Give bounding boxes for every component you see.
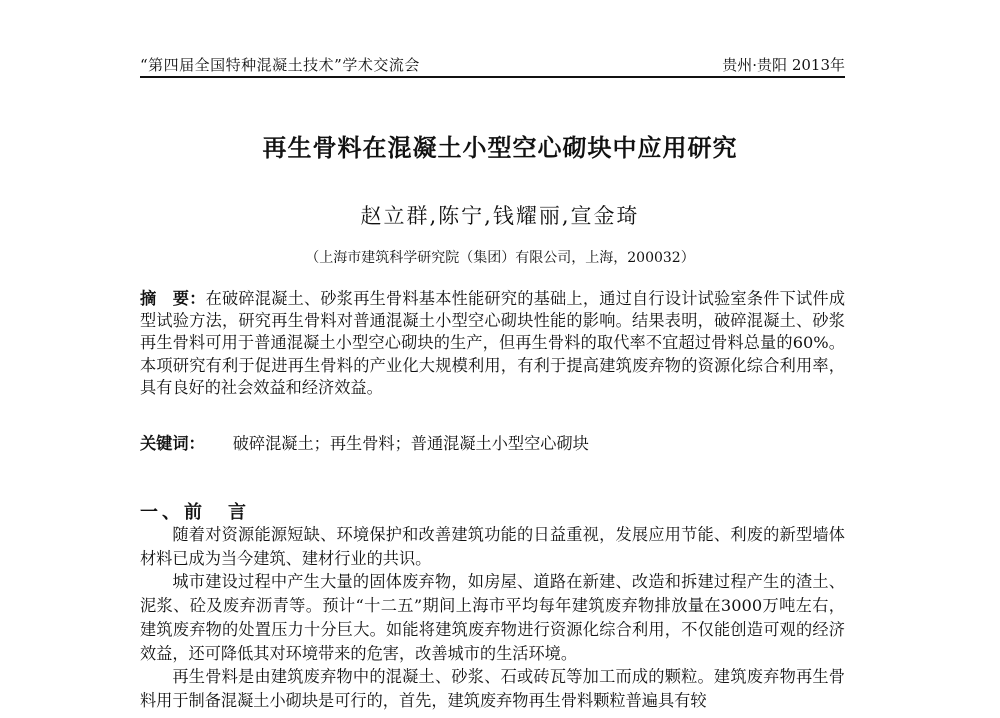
paragraph: 城市建设过程中产生大量的固体废弃物，如房屋、道路在新建、改造和拆建过程产生的渣土、泥浆、砼及废弃沥青等。预计“十二五”期间上海市平均每年建筑废弃物排放量在3000万吨左右，建筑废弃物的处置压力十分巨大。如能将建筑废弃物进行资源化综合利用，不仅能创造可观的经济效益，还可降低其对环境带来的危害，改善城市的生活环境。 xyxy=(140,572,845,663)
abstract xyxy=(140,288,845,399)
abstract-label: 摘 要： xyxy=(140,289,206,308)
keywords xyxy=(140,430,845,454)
section-body xyxy=(140,523,845,713)
paper-authors: 赵立群,陈宁,钱耀丽,宣金琦 xyxy=(360,204,640,228)
running-header xyxy=(140,48,845,78)
paper-title: 再生骨料在混凝土小型空心砌块中应用研究 xyxy=(262,134,738,162)
author-affiliation: （上海市建筑科学研究院（集团）有限公司，上海，200032） xyxy=(305,250,695,266)
paragraph: 随着对资源能源短缺、环境保护和改善建筑功能的日益重视，发展应用节能、利废的新型墙体材料已成为当今建筑、建材行业的共识。 xyxy=(140,525,845,568)
keywords-text: 破碎混凝土；再生骨料；普通混凝土小型空心砌块 xyxy=(232,434,589,453)
keywords-label: 关键词： xyxy=(140,434,205,453)
paragraph: 再生骨料是由建筑废弃物中的混凝土、砂浆、石或砖瓦等加工而成的颗粒。建筑废弃物再生骨料用于制备混凝土小砌块是可行的，首先，建筑废弃物再生骨料颗粒普遍具有较 xyxy=(140,667,845,710)
abstract-text: 在破碎混凝土、砂浆再生骨料基本性能研究的基础上，通过自行设计试验室条件下试件成型试验方法，研究再生骨料对普通混凝土小型空心砌块性能的影响。结果表明，破碎混凝土、砂浆再生骨料可用于普通混凝土小型空心砌块的生产，但再生骨料的取代率不宜超过骨料总量的60%。本项研究有利于促进再生骨料的产业化大规模利用，有利于提高建筑废弃物的资源化综合利用率，具有良好的社会效益和经济效益。 xyxy=(140,289,846,397)
conference-location-year: 贵州·贵阳 2013年 xyxy=(722,56,845,74)
section-heading: 一、前 言 xyxy=(140,502,250,523)
conference-name: “第四届全国特种混凝土技术”学术交流会 xyxy=(140,56,420,74)
